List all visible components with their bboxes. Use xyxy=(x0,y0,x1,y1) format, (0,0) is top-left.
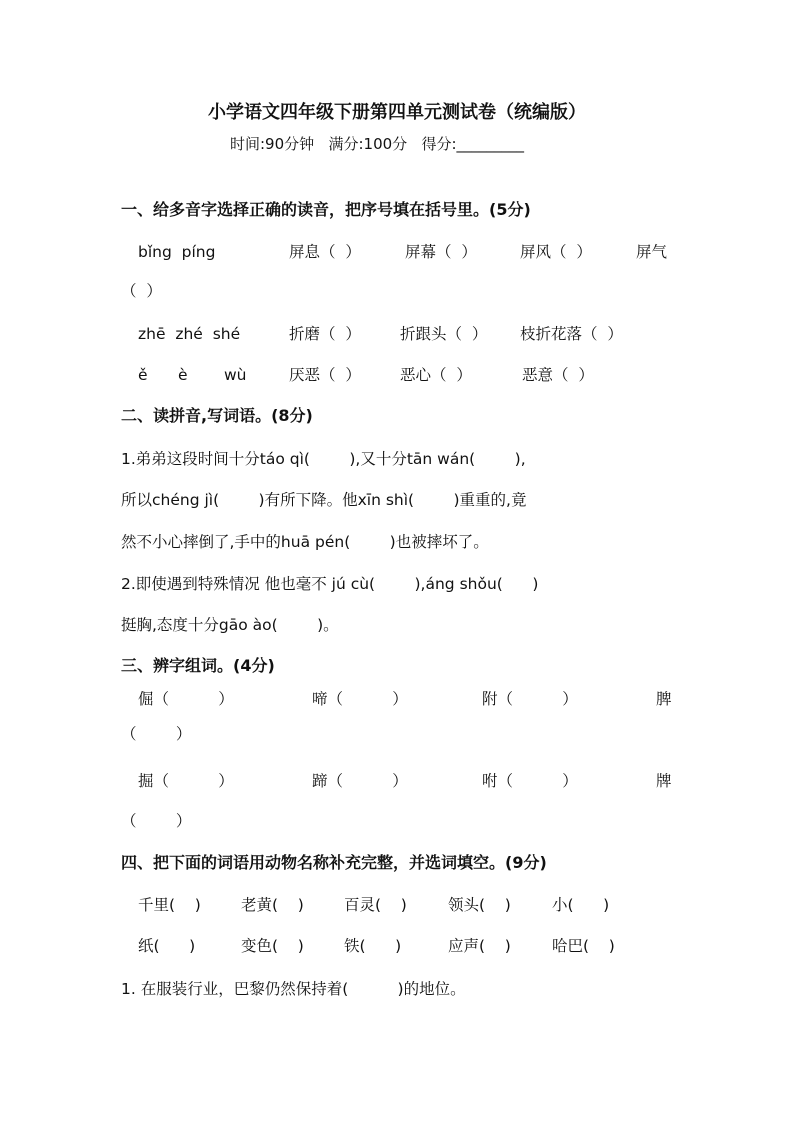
s1-r2-a: 折磨（ ） xyxy=(289,325,361,343)
s3-r1-b: 啼（ ） xyxy=(312,690,408,708)
s1-r1-c: 屏风（ ） xyxy=(520,243,592,261)
s1-r3-pinyin-3: wù xyxy=(224,366,247,384)
s2-line-3: 然不小心摔倒了,手中的huā pén( )也被摔坏了。 xyxy=(121,533,489,551)
s3-r1-a: 倔（ ） xyxy=(138,690,234,708)
section-4-heading: 四、把下面的词语用动物名称补充完整，并选词填空。(9分) xyxy=(121,853,547,872)
section-3-heading: 三、辨字组词。(4分) xyxy=(121,656,275,675)
s1-r3-c: 恶意（ ） xyxy=(522,366,594,384)
s4-r1-e: 小( ) xyxy=(552,896,610,914)
exam-meta xyxy=(230,134,524,154)
s1-r3-b: 恶心（ ） xyxy=(400,366,472,384)
s1-r2-b: 折跟头（ ） xyxy=(400,325,488,343)
s3-r2-b: 蹄（ ） xyxy=(312,772,408,790)
s4-r2-d: 应声( ) xyxy=(448,937,511,955)
s4-r1-d: 领头( ) xyxy=(448,896,511,914)
s4-r2-e: 哈巴( ) xyxy=(552,937,615,955)
s3-r1-c: 附（ ） xyxy=(482,690,578,708)
page-title: 小学语文四年级下册第四单元测试卷（统编版） xyxy=(208,102,586,123)
s1-r3-pinyin-2: è xyxy=(178,366,188,384)
s3-r2-wrap: （ ） xyxy=(121,812,192,830)
s1-r2-c: 枝折花落（ ） xyxy=(520,325,623,343)
s4-r2-c: 铁( ) xyxy=(344,937,402,955)
s1-r1-a: 屏息（ ） xyxy=(289,243,361,261)
s4-question-1: 1. 在服装行业，巴黎仍然保持着( )的地位。 xyxy=(121,980,466,998)
s1-r1-pinyin: bǐng píng xyxy=(138,243,216,261)
s4-r2-a: 纸( ) xyxy=(138,937,196,955)
s3-r2-c: 咐（ ） xyxy=(482,772,578,790)
s1-r3-a: 厌恶（ ） xyxy=(289,366,361,384)
s1-r1-d: 屏气 xyxy=(636,243,668,261)
s2-line-5: 挺胸,态度十分gāo ào( )。 xyxy=(121,616,339,634)
section-1-heading: 一、给多音字选择正确的读音，把序号填在括号里。(5分) xyxy=(121,200,531,219)
s4-r1-b: 老黄( ) xyxy=(241,896,304,914)
s4-r1-a: 千里( ) xyxy=(138,896,201,914)
s1-r2-pinyin: zhē zhé shé xyxy=(138,325,241,343)
s4-r2-b: 变色( ) xyxy=(241,937,304,955)
s3-r2-d: 牌 xyxy=(656,772,672,790)
s1-r3-pinyin-1: ě xyxy=(138,366,148,384)
score-field: 得分:_________ xyxy=(421,135,525,153)
time-label: 时间:90分钟 xyxy=(230,135,315,153)
s3-r2-a: 掘（ ） xyxy=(138,772,234,790)
section-2-heading: 二、读拼音,写词语。(8分) xyxy=(121,406,313,425)
s2-line-4: 2.即使遇到特殊情况 他也毫不 jú cù( ),áng shǒu( ) xyxy=(121,575,539,593)
full-score-label: 满分:100分 xyxy=(328,135,408,153)
s3-r1-d: 脾 xyxy=(656,690,672,708)
s1-r1-b: 屏幕（ ） xyxy=(405,243,477,261)
s2-line-2: 所以chéng jì( )有所下降。他xīn shì( )重重的,竟 xyxy=(121,491,527,509)
s3-r1-wrap: （ ） xyxy=(121,725,192,743)
s4-r1-c: 百灵( ) xyxy=(344,896,407,914)
s2-line-1: 1.弟弟这段时间十分táo qì( ),又十分tān wán( ), xyxy=(121,450,526,468)
s1-r1-wrap: （ ） xyxy=(121,282,162,300)
